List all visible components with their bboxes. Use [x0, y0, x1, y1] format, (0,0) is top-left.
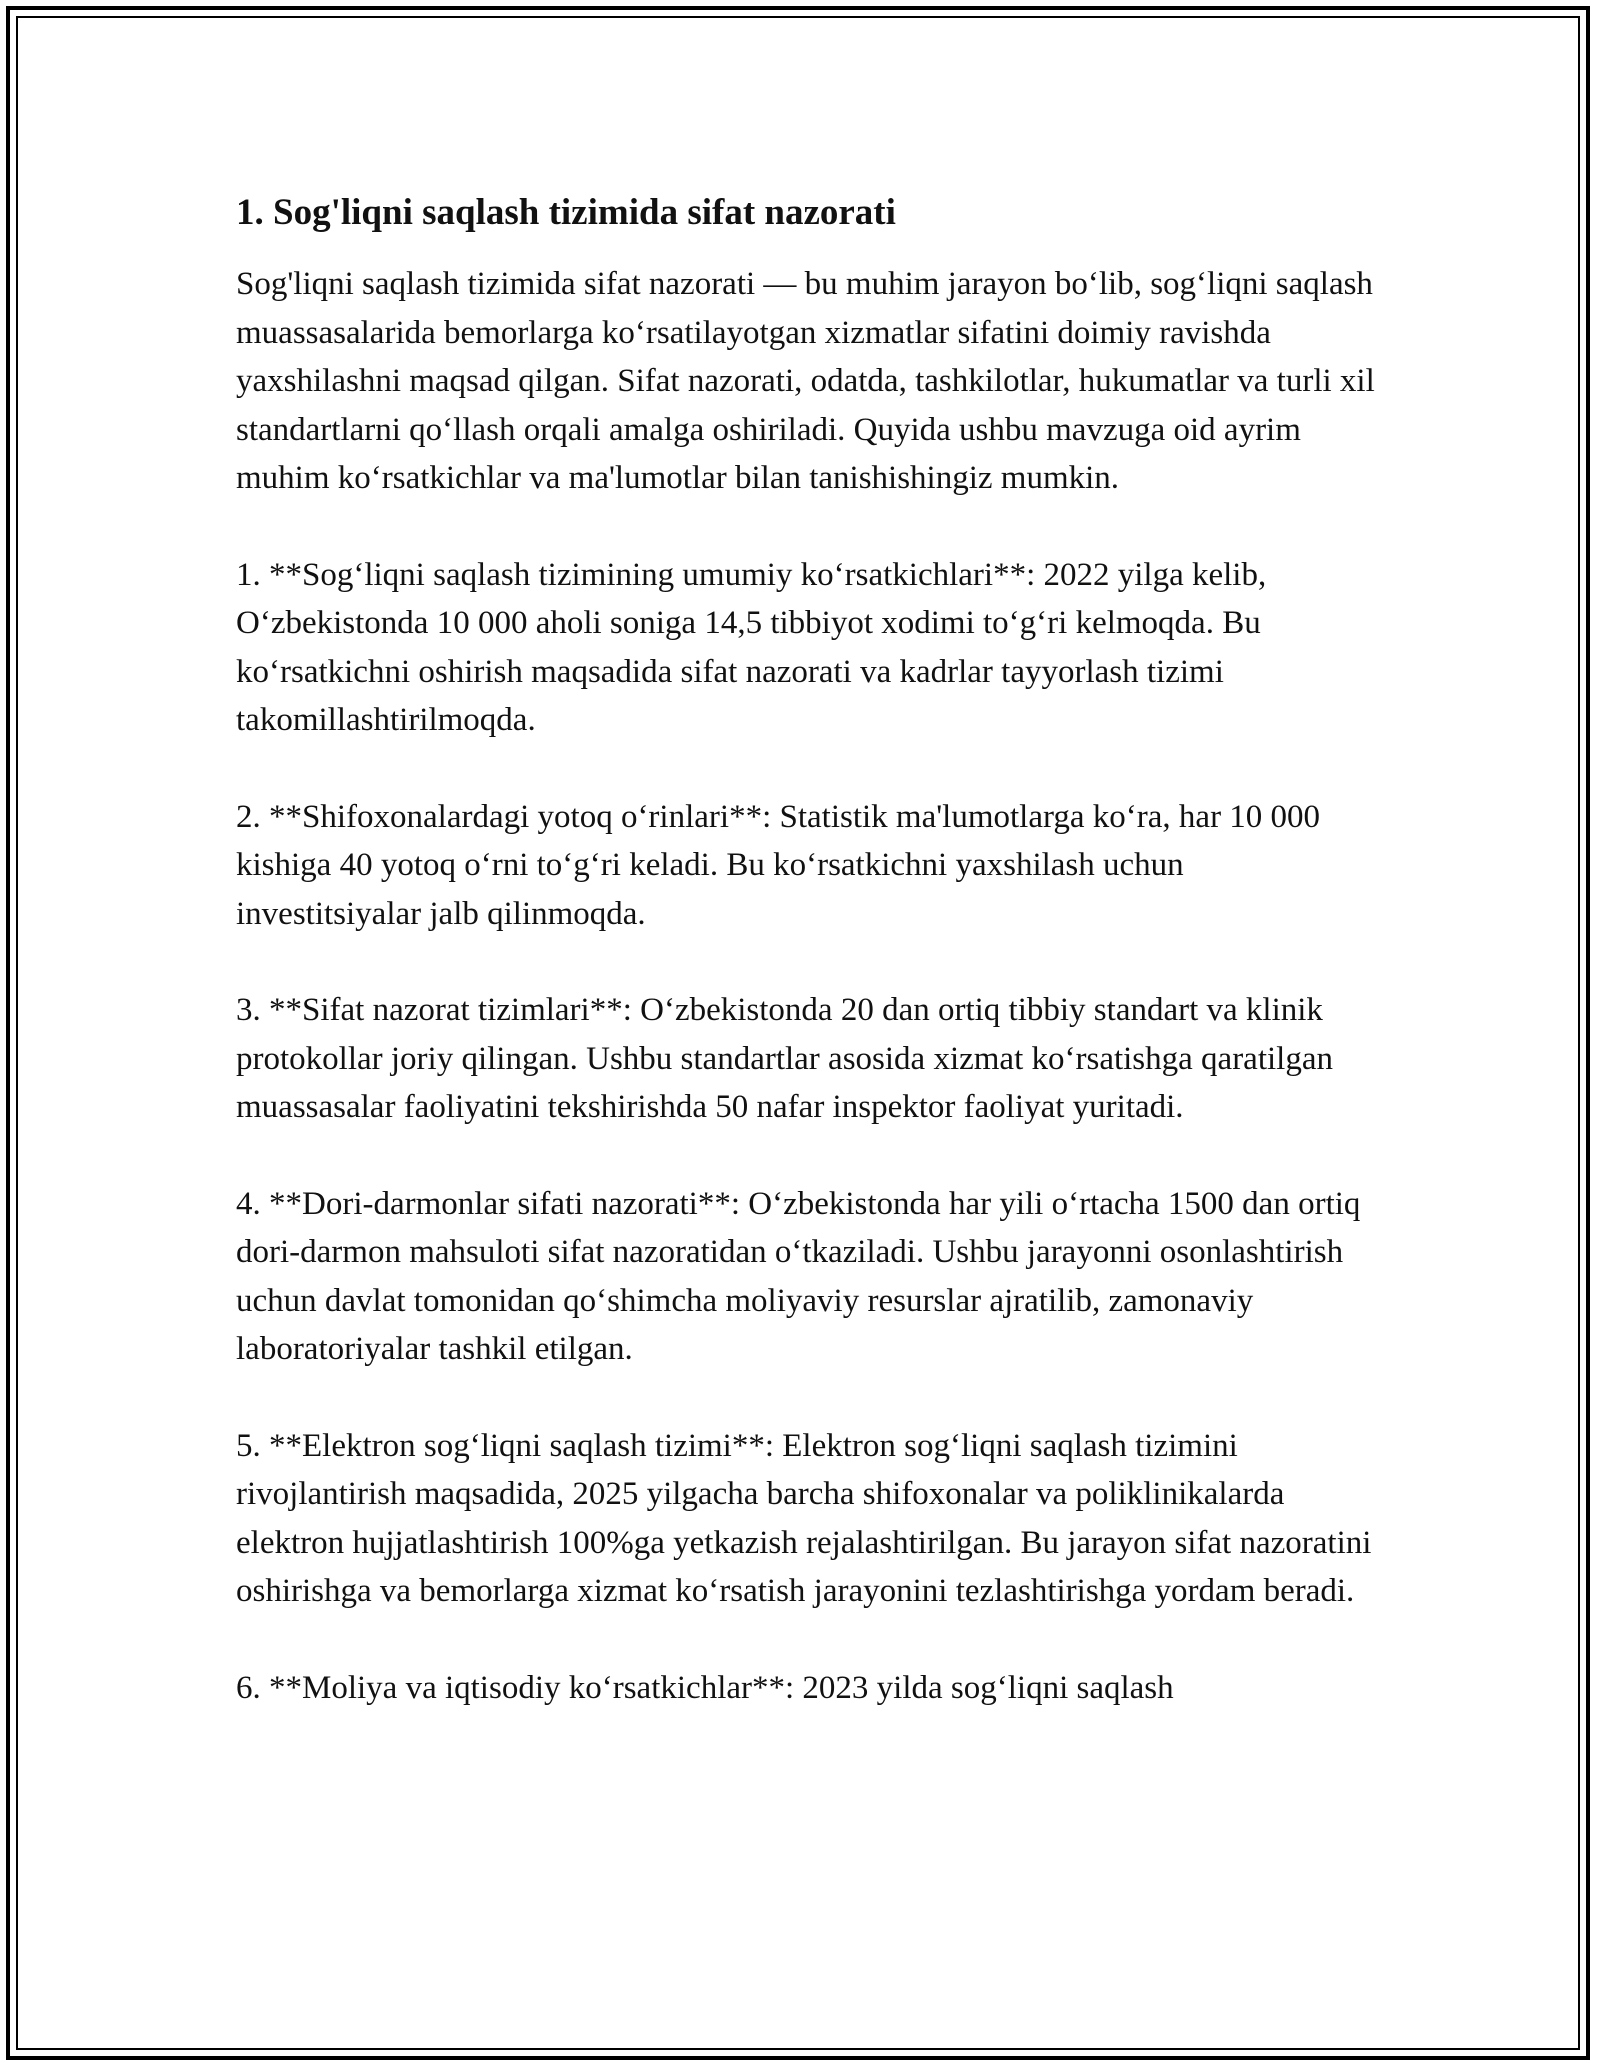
list-item-6: 6. **Moliya va iqtisodiy ko‘rsatkichlar**: 2023 yilda sog‘liqni saqlash — [236, 1669, 1174, 1706]
list-item-2: 2. **Shifoxonalardagi yotoq o‘rinlari**: Statistik ma'lumotlarga ko‘ra, har 10 000 kishiga 40 yotoq o‘rni to‘g‘ri keladi. Bu ko‘rsatkichni yaxshilash uchun investitsiyalar jalb qilinmoqda. — [236, 798, 1321, 932]
intro-paragraph: Sog'liqni saqlash tizimida sifat nazorati — bu muhim jarayon bo‘lib, sog‘liqni saqlash muassasalarida bemorlarga ko‘rsatilayotgan xizmatlar sifatini doimiy ravishda yaxshilashni maqsad qilgan. Sifat nazorati, odatda, tashkilotlar, hukumatlar va turli xil standartlarni qo‘llash orqali amalga oshiriladi. Quyida ushbu mavzuga oid ayrim muhim ko‘rsatkichlar va ma'lumotlar bilan tanishishingiz mumkin. — [236, 266, 1375, 496]
list-item-3: 3. **Sifat nazorat tizimlari**: O‘zbekistonda 20 dan ortiq tibbiy standart va klinik protokollar joriy qilingan. Ushbu standartlar asosida xizmat ko‘rsatishga qaratilgan muassasalar faoliyatini tekshirishda 50 nafar inspektor faoliyat yuritadi. — [236, 992, 1333, 1125]
list-item-5: 5. **Elektron sog‘liqni saqlash tizimi**: Elektron sog‘liqni saqlash tizimini rivojlantirish maqsadida, 2025 yilgacha barcha shifoxonalar va poliklinikalarda elektron hujjatlashtirish 100%ga yetkazish rejalashtirilgan. Bu jarayon sifat nazoratini oshirishga va bemorlarga xizmat ko‘rsatish jarayonini tezlashtirishga yordam beradi. — [236, 1427, 1372, 1609]
document-body — [236, 188, 1376, 1760]
document-title: 1. Sog'liqni saqlash tizimida sifat nazorati — [236, 192, 896, 233]
list-item-4: 4. **Dori-darmonlar sifati nazorati**: O‘zbekistonda har yili o‘rtacha 1500 dan ortiq dori-darmon mahsuloti sifat nazoratidan o‘tkaziladi. Ushbu jarayonni osonlashtirish uchun davlat tomonidan qo‘shimcha moliyaviy resurslar ajratilib, zamonaviy laboratoriyalar tashkil etilgan. — [236, 1185, 1361, 1367]
list-item-1: 1. **Sog‘liqni saqlash tizimining umumiy ko‘rsatkichlari**: 2022 yilga kelib, O‘zbekistonda 10 000 aholi soniga 14,5 tibbiyot xodimi to‘g‘ri kelmoqda. Bu ko‘rsatkichni oshirish maqsadida sifat nazorati va kadrlar tayyorlash tizimi takomillashtirilmoqda. — [236, 556, 1267, 738]
